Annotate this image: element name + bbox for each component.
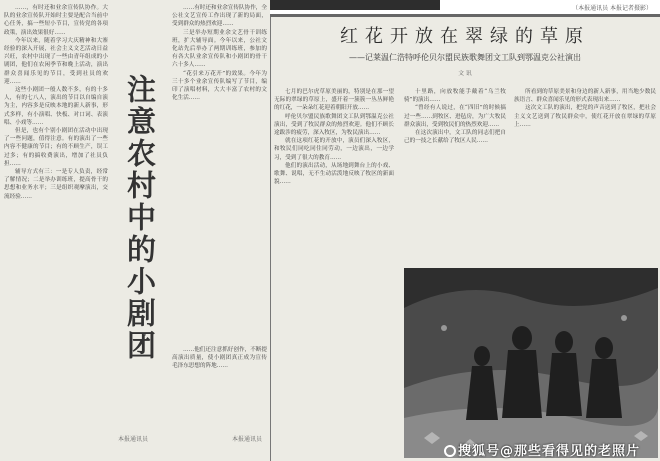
left-article-paragraph: 但是，也有个别小剧团在活动中出现了一些问题，值得注意。有的演出了一些内容不健康的节目；有的不顾生产，误工过多；有的搞收费演出，增加了社员负担…… [4, 128, 108, 167]
right-article-paragraph: 所看到的草原美景和身边的新人新事，用当地少数民族语言、群众喜闻乐见的形式表现出来…… [514, 89, 656, 104]
left-article-byline: 本报通讯员 [118, 436, 149, 443]
left-article-paragraph: 三是举办短期业余文艺骨干训练班，扩大辅导面。今年以来，公社文化站先后举办了两期训练班，参加的有各大队业余宣传队和小剧团的骨干六十多人…… [172, 29, 267, 69]
right-article-column-2 [404, 88, 506, 270]
top-photo [270, 0, 440, 10]
left-article-byline: 本报通讯员 [232, 436, 263, 443]
left-article-paragraph: ……，有时还和业余宣传队协作。大队的业余宣传队开始时主要是配合当前中心任务，搞一些短小节目，宣传党的各项政策，演出效果很好…… [4, 5, 108, 36]
right-article-paragraph: “曾经有人说过，在“四旧”的时候搞过一些……到牧区、进毡房，为广大牧民群众演出，受到牧民们的热烈欢迎…… [404, 105, 506, 128]
divider-rule [270, 14, 660, 17]
watermark [444, 440, 640, 459]
right-article-column-3 [514, 88, 656, 270]
left-article-paragraph: ……有时还和业余宣传队协作，全公社文艺宣传工作出现了新的局面，受到群众的热烈欢迎…… [172, 5, 267, 28]
top-photo-strip [270, 0, 660, 14]
right-article-column-1 [274, 88, 394, 458]
right-article-paragraph: 这次文工队的演出，把党的声音送到了牧区，把社会主义文艺送到了牧民群众中，使红花开放在翠绿的草原上…… [514, 105, 656, 128]
sohu-logo-icon [444, 445, 456, 457]
left-article-paragraph: “花引来万花开”的效果。今年为三十多个业余宣传队编写了节目，编印了演唱材料，大大丰富了农村的文化生活…… [172, 70, 267, 102]
right-article-paragraph: 呼伦贝尔盟民族歌舞团文工队到鄂温克公社演出，受到了牧民群众的热烈欢迎。他们不顾长途跋涉的疲劳，深入牧区，为牧民演出…… [274, 113, 394, 137]
left-article-column-2-extra [172, 346, 267, 430]
right-article-headline: 红花开放在翠绿的草原 [340, 26, 590, 47]
left-article-paragraph: 这些小剧团一般人数不多，有的十多人，有的七八人，演出的节目以自编自演为主，内容多是反映本地的新人新事，形式多样，有小演唱、快板、对口词、表演唱、小戏等…… [4, 87, 108, 126]
left-article-paragraph: 今年以来，随着学习大庆精神和大寨经验的深入开展，社会主义文艺活动日益兴旺，农村中出现了一些由青年组成的小剧团，他们在农闲季节和晚上活动，演出群众喜闻乐见的节目，受到社员的欢迎…… [4, 37, 108, 85]
left-article-paragraph: 辅导方式有三：一是专人负责，经常了解情况；二是举办训练班，提高骨干的思想和业务水平；三是组织观摩演出，交流经验…… [4, 169, 108, 200]
left-article-paragraph: ……他们还注意抓好创作，不断提高演出质量，使小剧团真正成为宣传毛泽东思想的阵地…… [172, 347, 267, 370]
illustration-graphic [404, 268, 658, 458]
left-article-column-2 [172, 4, 267, 344]
right-article-paragraph: 在这次演出中，文工队的同志们把自己的一技之长献给了牧区人民…… [404, 130, 506, 145]
right-article-paragraph: 十里路，向放牧能手戴着“乌兰牧骑”的演出…… [404, 89, 506, 104]
left-article-column-1 [4, 4, 108, 458]
woodcut-illustration [404, 268, 658, 458]
right-article-paragraph: 就在这项红花的开放中，演员们深入牧区，和牧民们同吃同住同劳动，一边演出，一边学习，受到了很大的教育…… [274, 138, 394, 161]
watermark-text: 搜狐号@那些看得见的老照片 [458, 444, 641, 459]
left-article-vertical-title: 注意农村中的小剧团 [123, 74, 157, 362]
right-article-paragraph: 他们的演出活动，从场地到舞台上的小戏、歌舞、说唱，无不生动活泼地反映了牧区的新面貌…… [274, 162, 394, 186]
right-article-subhead: ——记莱温仁浩特呼伦贝尔盟民族歌舞团文工队到鄂温克公社演出 [349, 53, 581, 62]
right-article-author: 文 讯 [458, 71, 472, 77]
photo-credit: （本报通讯员 本报记者摄影） [572, 5, 652, 12]
right-article-paragraph: 七月的巴尔虎草原美丽的，特别是在那一望无际的翠绿的草原上，盛开着一簇簇一丛丛鲜艳的红花，一朵朵红花迎着朝阳开放…… [274, 89, 394, 112]
